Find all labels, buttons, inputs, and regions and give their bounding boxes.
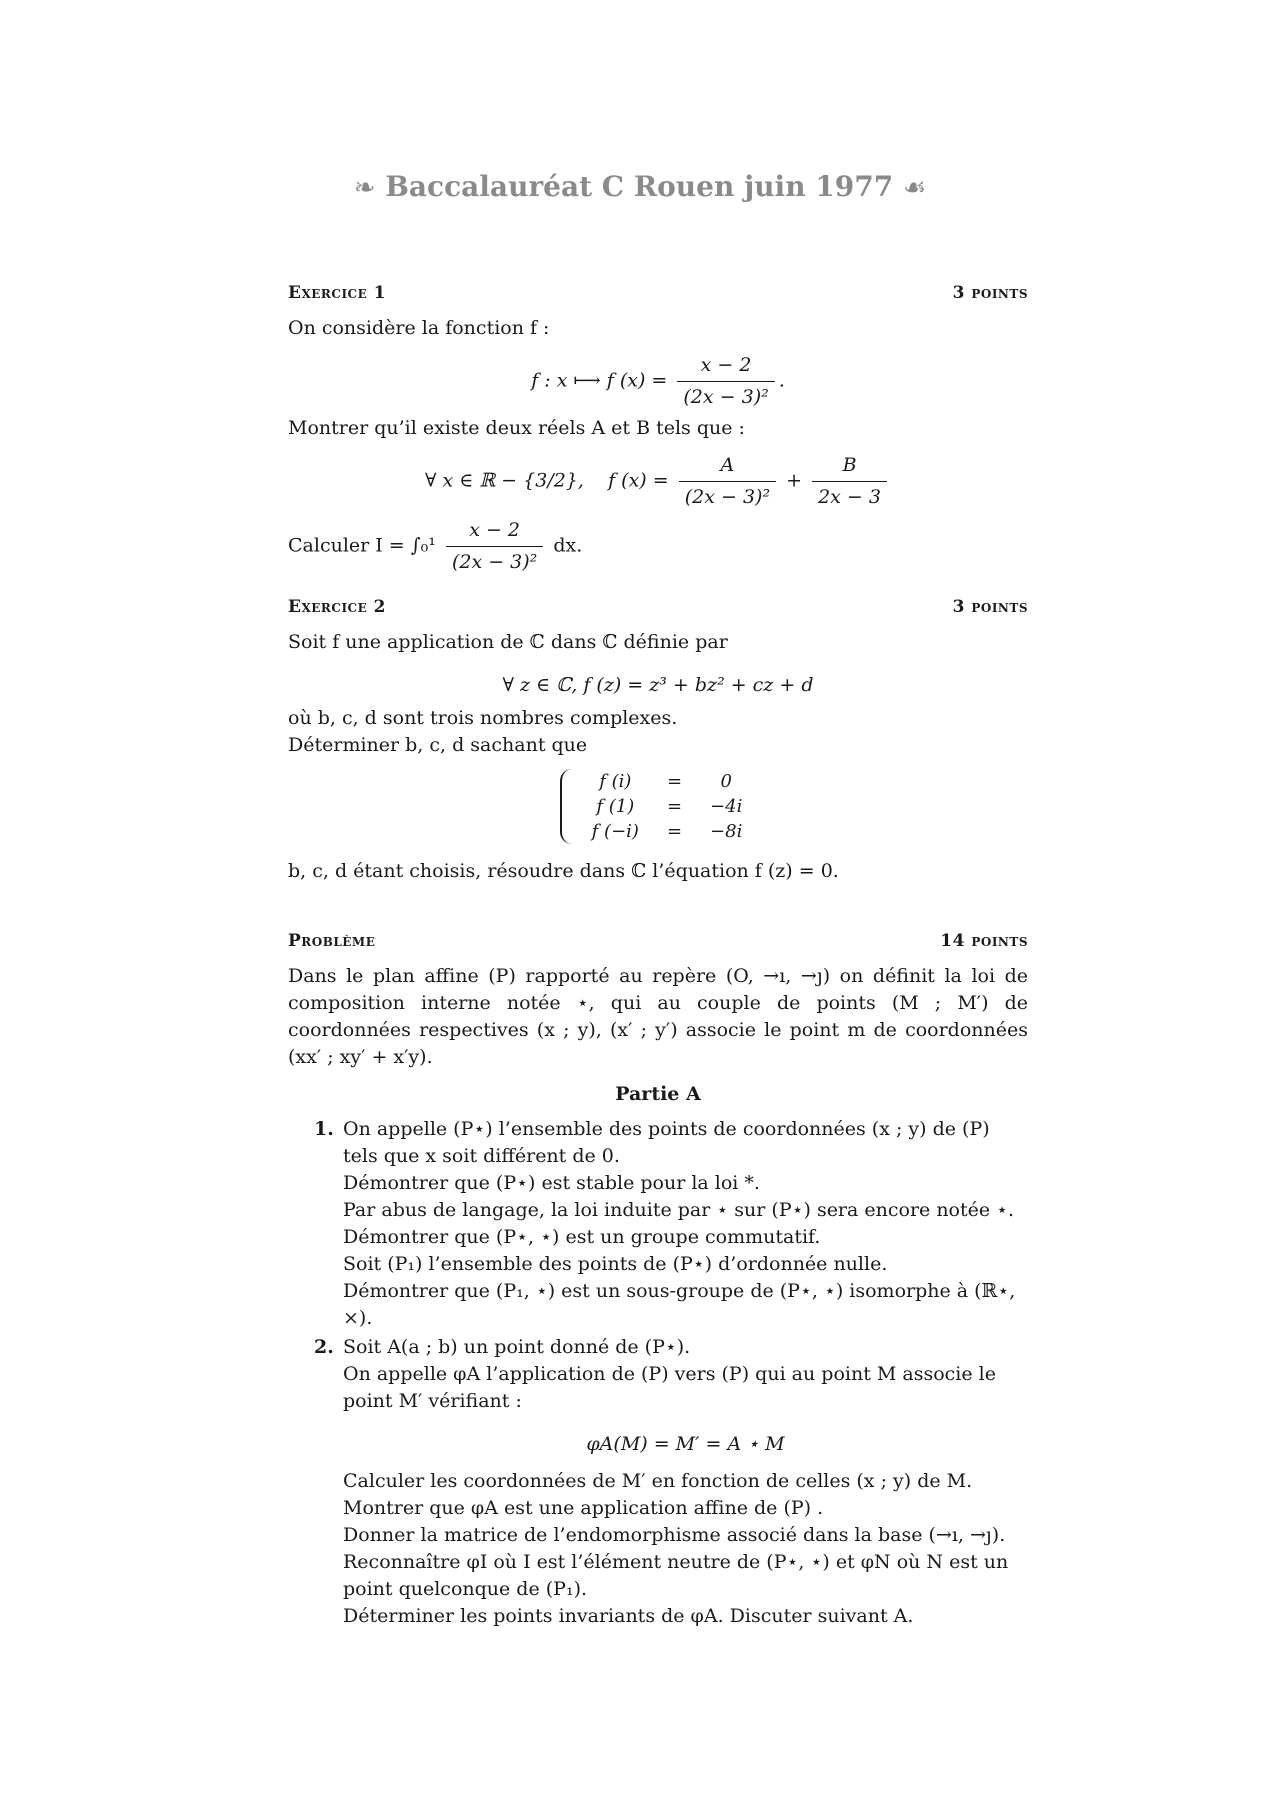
- integral-denominator: (2x − 3)²: [451, 551, 538, 573]
- decomposition-lhs: f (x) =: [608, 469, 669, 492]
- integral-text: Calculer I = ∫₀¹: [288, 534, 436, 557]
- ornament-right-icon: ☙: [902, 173, 927, 203]
- question-number: 2.: [314, 1336, 334, 1358]
- exercise-1-statement: Montrer qu’il existe deux réels A et B tels que :: [288, 417, 745, 439]
- exercise-2-line-3: b, c, d étant choisis, résoudre dans ℂ l’équation f (z) = 0.: [288, 860, 839, 882]
- question-line: Donner la matrice de l’endomorphisme associé dans la base (→ı, →ȷ).: [343, 1524, 1006, 1546]
- function-numerator: x − 2: [677, 352, 774, 382]
- exercise-1-points: 3 points: [952, 283, 1028, 303]
- probleme-points: 14 points: [940, 931, 1028, 951]
- exercise-1-header: [288, 280, 1028, 307]
- exercise-1-title: Exercice 1: [288, 283, 386, 303]
- function-lhs: f : x ⟼ f (x) =: [531, 369, 668, 392]
- question-line: Soit A(a ; b) un point donné de (P⋆).: [343, 1336, 691, 1358]
- exercise-2-points: 3 points: [952, 597, 1028, 617]
- function-end: .: [778, 369, 785, 392]
- system-eq: =: [666, 821, 683, 842]
- question-line: Calculer les coordonnées de M′ en fonction de celles (x ; y) de M.: [343, 1470, 973, 1492]
- function-fraction: [677, 352, 774, 411]
- partie-a-heading: Partie A: [615, 1083, 701, 1105]
- system-brace: [560, 769, 757, 844]
- system-row: [578, 819, 757, 844]
- probleme-header: [288, 928, 1028, 955]
- system-lhs: f (−i): [591, 821, 639, 842]
- title-text: Baccalauréat C Rouen juin 1977: [385, 170, 894, 203]
- question-line: Démontrer que (P⋆, ⋆) est un groupe commutatif.: [343, 1226, 821, 1248]
- exercise-2-line-2: Déterminer b, c, d sachant que: [288, 734, 588, 756]
- exercise-2-intro: Soit f une application de ℂ dans ℂ définie par: [288, 631, 728, 653]
- polynomial-definition: ∀ z ∈ ℂ, f (z) = z³ + bz² + cz + d: [502, 674, 814, 696]
- fraction-a-denominator: (2x − 3)²: [684, 486, 771, 508]
- exercise-2: [288, 594, 1028, 885]
- exercise-1-intro: On considère la fonction f :: [288, 317, 550, 339]
- question-list: [288, 1116, 1028, 1630]
- probleme: [288, 928, 1028, 1630]
- probleme-title: Problème: [288, 931, 376, 951]
- exercise-2-header: [288, 594, 1028, 621]
- fraction-b-numerator: B: [812, 452, 887, 482]
- probleme-intro: Dans le plan affine (P) rapporté au repère (O, →ı, →ȷ) on définit la loi de composition interne notée ⋆, qui au couple de points (M ; M′) de coordonnées respectives (x ; y), (x′ ; y′) associe le point m de coordonnées (xx′ ; xy′ + x′y).: [288, 965, 1028, 1068]
- function-denominator: (2x − 3)²: [683, 386, 769, 408]
- question-line: Par abus de langage, la loi induite par ⋆ sur (P⋆) sera encore notée ⋆.: [343, 1199, 1015, 1221]
- system-row: [578, 769, 757, 794]
- integral-numerator: x − 2: [446, 517, 543, 547]
- question-item: [288, 1116, 1028, 1332]
- system-eq: =: [666, 796, 683, 817]
- system-eq: =: [666, 771, 683, 792]
- question-line: Démontrer que (P⋆) est stable pour la loi *.: [343, 1172, 760, 1194]
- question-line: Soit (P₁) l’ensemble des points de (P⋆) d’ordonnée nulle.: [343, 1253, 888, 1275]
- system-rhs: −4i: [710, 796, 743, 817]
- question-line: Déterminer les points invariants de φA. Discuter suivant A.: [343, 1605, 914, 1627]
- system-lhs: f (i): [599, 771, 632, 792]
- system-row: [578, 794, 757, 819]
- integral-end: dx.: [553, 534, 583, 557]
- system-rhs: 0: [720, 771, 732, 792]
- system-rhs: −8i: [710, 821, 743, 842]
- fraction-a-numerator: A: [679, 452, 776, 482]
- question-line: Montrer que φA est une application affine de (P) .: [343, 1497, 824, 1519]
- equation-system: [288, 769, 1028, 852]
- fraction-b-denominator: 2x − 3: [818, 486, 881, 508]
- function-definition: [288, 352, 1028, 411]
- exercise-2-title: Exercice 2: [288, 597, 386, 617]
- page-title: [0, 170, 1280, 203]
- question-line: Démontrer que (P₁, ⋆) est un sous-groupe de (P⋆, ⋆) isomorphe à (ℝ⋆, ×).: [343, 1280, 1016, 1329]
- ornament-left-icon: ❧: [353, 173, 376, 203]
- integral-question: [288, 517, 1028, 576]
- system-lhs: f (1): [596, 796, 635, 817]
- question-line: On appelle (P⋆) l’ensemble des points de coordonnées (x ; y) de (P) tels que x soit différent de 0.: [343, 1118, 990, 1167]
- question-item: [288, 1334, 1028, 1630]
- decomposition-formula: [288, 452, 1028, 511]
- question-line: Reconnaître φI où I est l’élément neutre de (P⋆, ⋆) et φN où N est un point quelconque de (P₁).: [343, 1551, 1009, 1600]
- integral-fraction: [446, 517, 543, 576]
- decomposition-fraction-b: [812, 452, 887, 511]
- exercise-1: [288, 280, 1028, 576]
- question-line: On appelle φA l’application de (P) vers (P) qui au point M associe le point M′ vérifiant :: [343, 1363, 996, 1412]
- decomposition-fraction-a: [679, 452, 776, 511]
- plus-sign: +: [786, 469, 803, 492]
- domain-text: ∀ x ∈ ℝ − {3/2},: [424, 469, 584, 492]
- system-table: [578, 769, 757, 844]
- phi-formula: φA(M) = M′ = A ⋆ M: [586, 1433, 785, 1455]
- question-number: 1.: [314, 1118, 334, 1140]
- exercise-2-line-1: où b, c, d sont trois nombres complexes.: [288, 707, 678, 729]
